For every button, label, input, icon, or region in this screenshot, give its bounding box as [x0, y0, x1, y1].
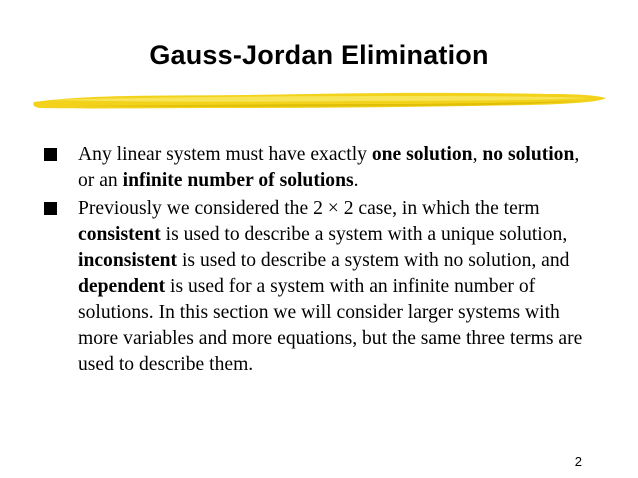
text-run: is used for a system with an infinite number of solutions. In this section we will consider larger systems with more variables and more equations, but the same three terms are used to describe them.: [78, 276, 583, 375]
page-number: 2: [574, 454, 582, 469]
bold-term: consistent: [78, 224, 161, 245]
title-underline-brushstroke: [30, 86, 610, 114]
bullet-item: [44, 142, 600, 194]
bold-term: inconsistent: [78, 250, 178, 271]
text-run: ,: [472, 144, 483, 165]
bold-term: one solution: [371, 144, 473, 165]
bullet-text: [78, 198, 582, 375]
slide-title: Gauss-Jordan Elimination: [149, 40, 489, 70]
text-run: .: [353, 170, 359, 191]
square-bullet-icon: [44, 202, 57, 215]
square-bullet-icon: [44, 148, 57, 161]
text-run: Previously we considered the 2 × 2 case, in which the term: [78, 198, 540, 219]
text-run: is used to describe a system with a unique solution,: [160, 224, 568, 245]
text-run: is used to describe a system with no solution, and: [177, 250, 570, 271]
bullet-list: [44, 142, 600, 380]
text-run: Any linear system must have exactly: [78, 144, 372, 165]
bold-term: dependent: [78, 276, 166, 297]
bullet-item: [44, 196, 600, 378]
text-run: , or an: [78, 144, 580, 191]
bullet-text: [78, 144, 579, 191]
bold-term: no solution: [482, 144, 575, 165]
bold-term: infinite number of solutions: [122, 170, 354, 191]
